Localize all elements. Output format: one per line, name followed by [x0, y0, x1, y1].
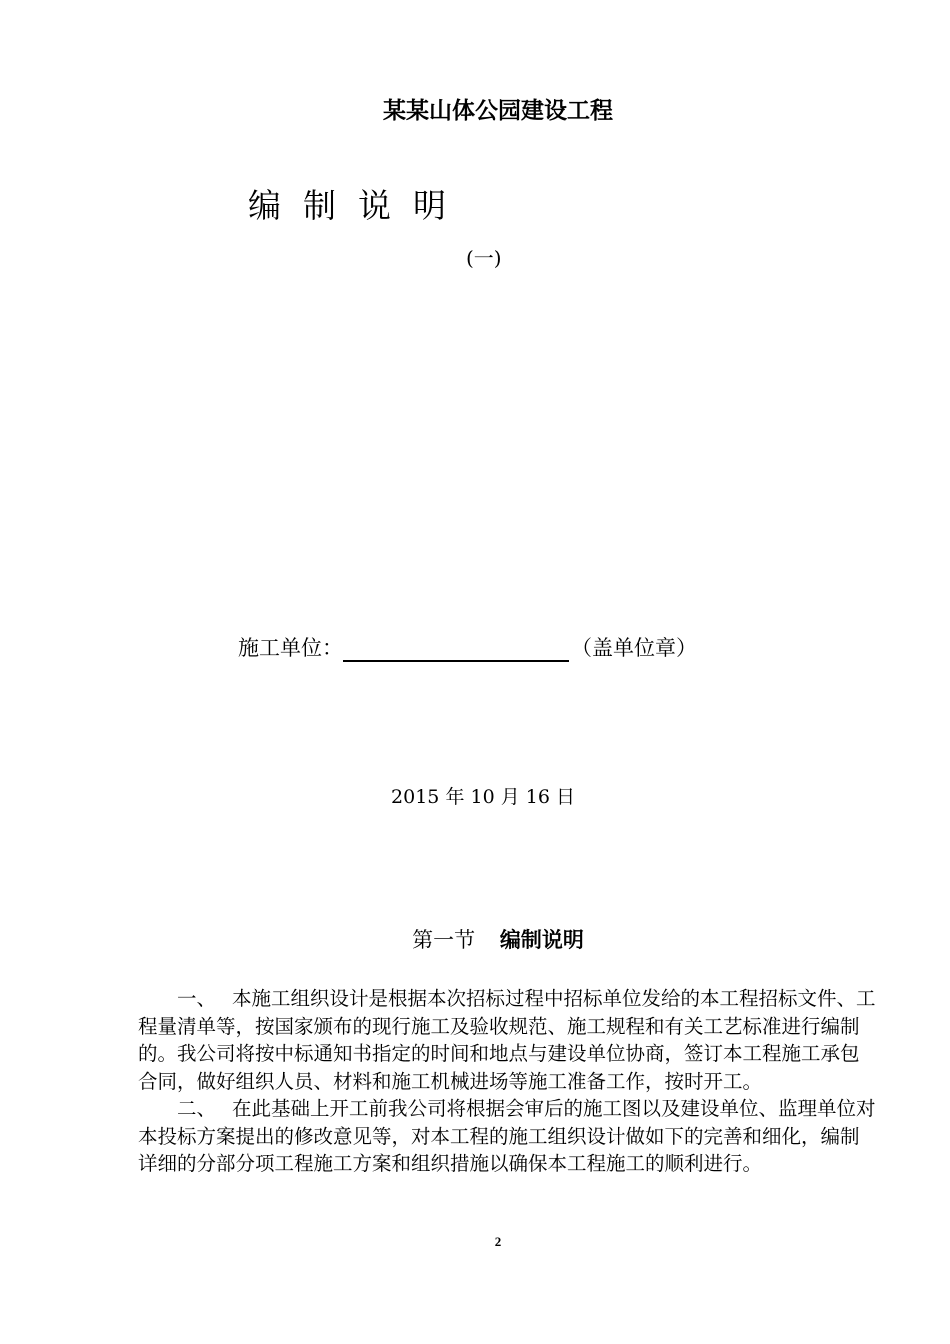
document-title: 编制说明: [248, 186, 468, 225]
contractor-label: 施工单位：: [238, 636, 343, 660]
page-number: 2: [494, 1234, 502, 1249]
paragraph-2: [138, 1095, 878, 1178]
paragraph-marker: 一、: [177, 987, 217, 1010]
paragraph-marker: 二、: [177, 1097, 217, 1120]
section-heading: [0, 924, 950, 954]
paragraph-text: 在此基础上开工前我公司将根据会审后的施工图以及建设单位、监理单位对本投标方案提出的修改意见等，对本工程的施工组织设计做如下的完善和细化，编制详细的分部分项工程施工方案和组织措施以确保本工程施工的顺利进行。: [138, 1097, 876, 1175]
section-name: 编制说明: [499, 928, 584, 952]
contractor-line: [238, 632, 697, 662]
paragraph-text: 本施工组织设计是根据本次招标过程中招标单位发给的本工程招标文件、工程量清单等，按国家颁布的现行施工及验收规范、施工规程和有关工艺标准进行编制的。我公司将按中标通知书指定的时间和地点与建设单位协商，签订本工程施工承包合同，做好组织人员、材料和施工机械进场等施工准备工作，按时开工。: [138, 987, 876, 1093]
section-number: 第一节: [412, 928, 476, 952]
project-title: 某某山体公园建设工程: [383, 98, 613, 124]
volume-number: (一): [466, 246, 502, 270]
document-date: 2015 年 10 月 16 日: [391, 786, 575, 808]
paragraph-1: [138, 985, 878, 1095]
contractor-blank-field: [343, 636, 569, 662]
body-text: [138, 985, 878, 1178]
seal-note: （盖单位章）: [571, 636, 697, 660]
